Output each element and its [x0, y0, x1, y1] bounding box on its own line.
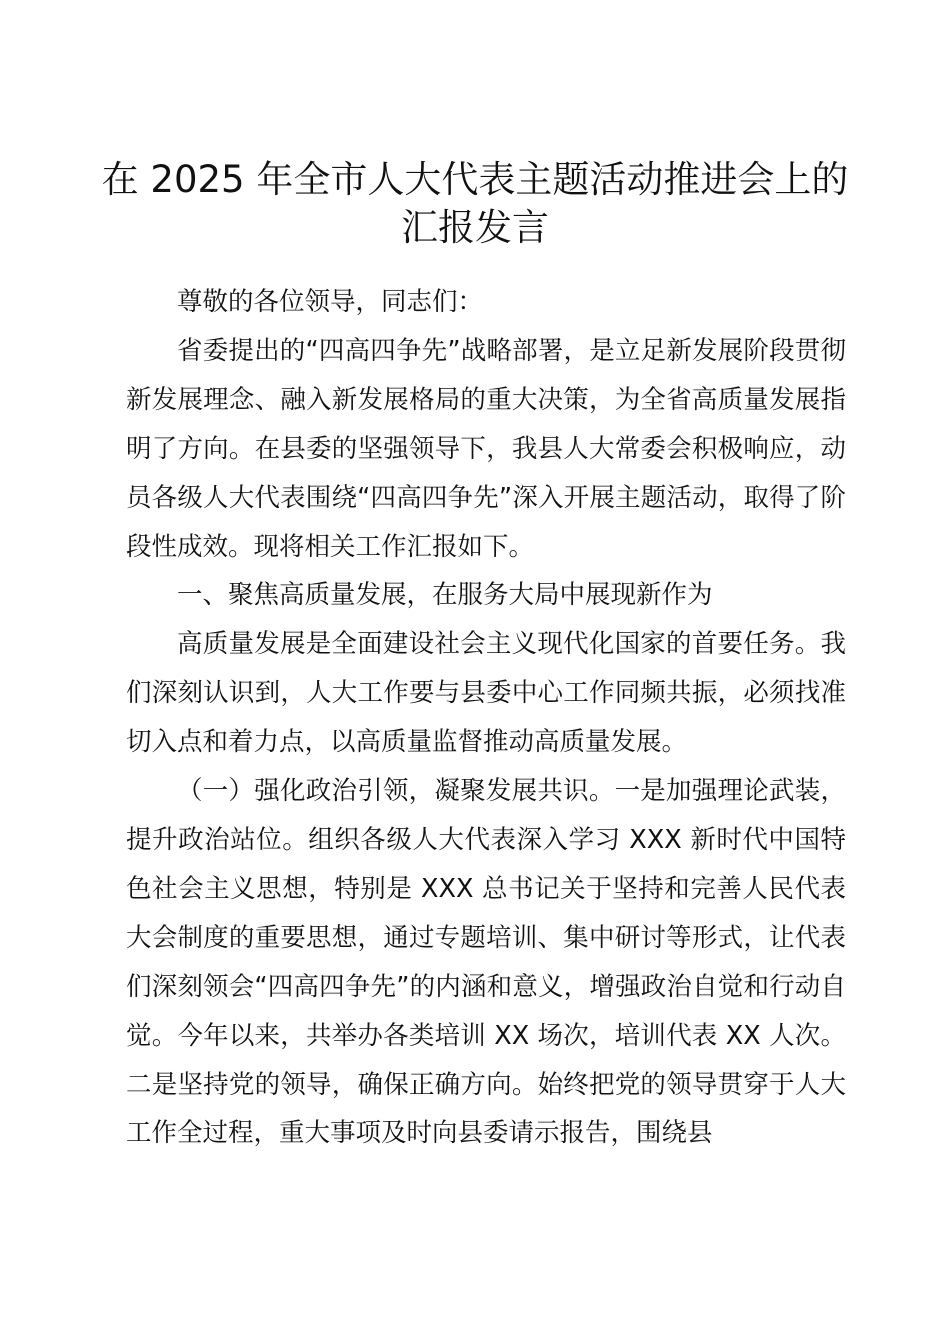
- section-heading-1: 一、聚焦高质量发展，在服务大局中展现新作为: [177, 580, 713, 611]
- title-line-1: 在 2025 年全市人大代表主题活动推进会上的: [101, 158, 849, 201]
- paragraph-intro: 省委提出的“四高四争先”战略部署，是立足新发展阶段贯彻新发展理念、融入新发展格局的重大决策，为全省高质量发展指明了方向。在县委的坚强领导下，我县人大常委会积极响应，动员各级人大代表围绕“四高四争先”深入开展主题活动，取得了阶段性成效。现将相关工作汇报如下。: [126, 335, 846, 562]
- document-title: [100, 156, 850, 252]
- paragraph-section-1: 高质量发展是全面建设社会主义现代化国家的首要任务。我们深刻认识到，人大工作要与县委中心工作同频共振，必须找准切入点和着力点，以高质量监督推动高质量发展。: [126, 629, 846, 758]
- salutation: 尊敬的各位领导，同志们：: [177, 287, 484, 317]
- document-body: [126, 278, 846, 1158]
- paragraph-subsection-1: （一）强化政治引领，凝聚发展共识。一是加强理论武装，提升政治站位。组织各级人大代表深入学习 XXX 新时代中国特色社会主义思想，特别是 XXX 总书记关于坚持和完善人民代表大会制度的重要思想，通过专题培训、集中研讨等形式，让代表们深刻领会“四高四争先”的内涵和意义，增强政治自觉和行动自觉。今年以来，共举办各类培训 XX 场次，培训代表 XX 人次。二是坚持党的领导，确保正确方向。始终把党的领导贯穿于人大工作全过程，重大事项及时向县委请示报告，围绕县: [126, 776, 846, 1149]
- title-line-2: 汇报发言: [401, 206, 549, 249]
